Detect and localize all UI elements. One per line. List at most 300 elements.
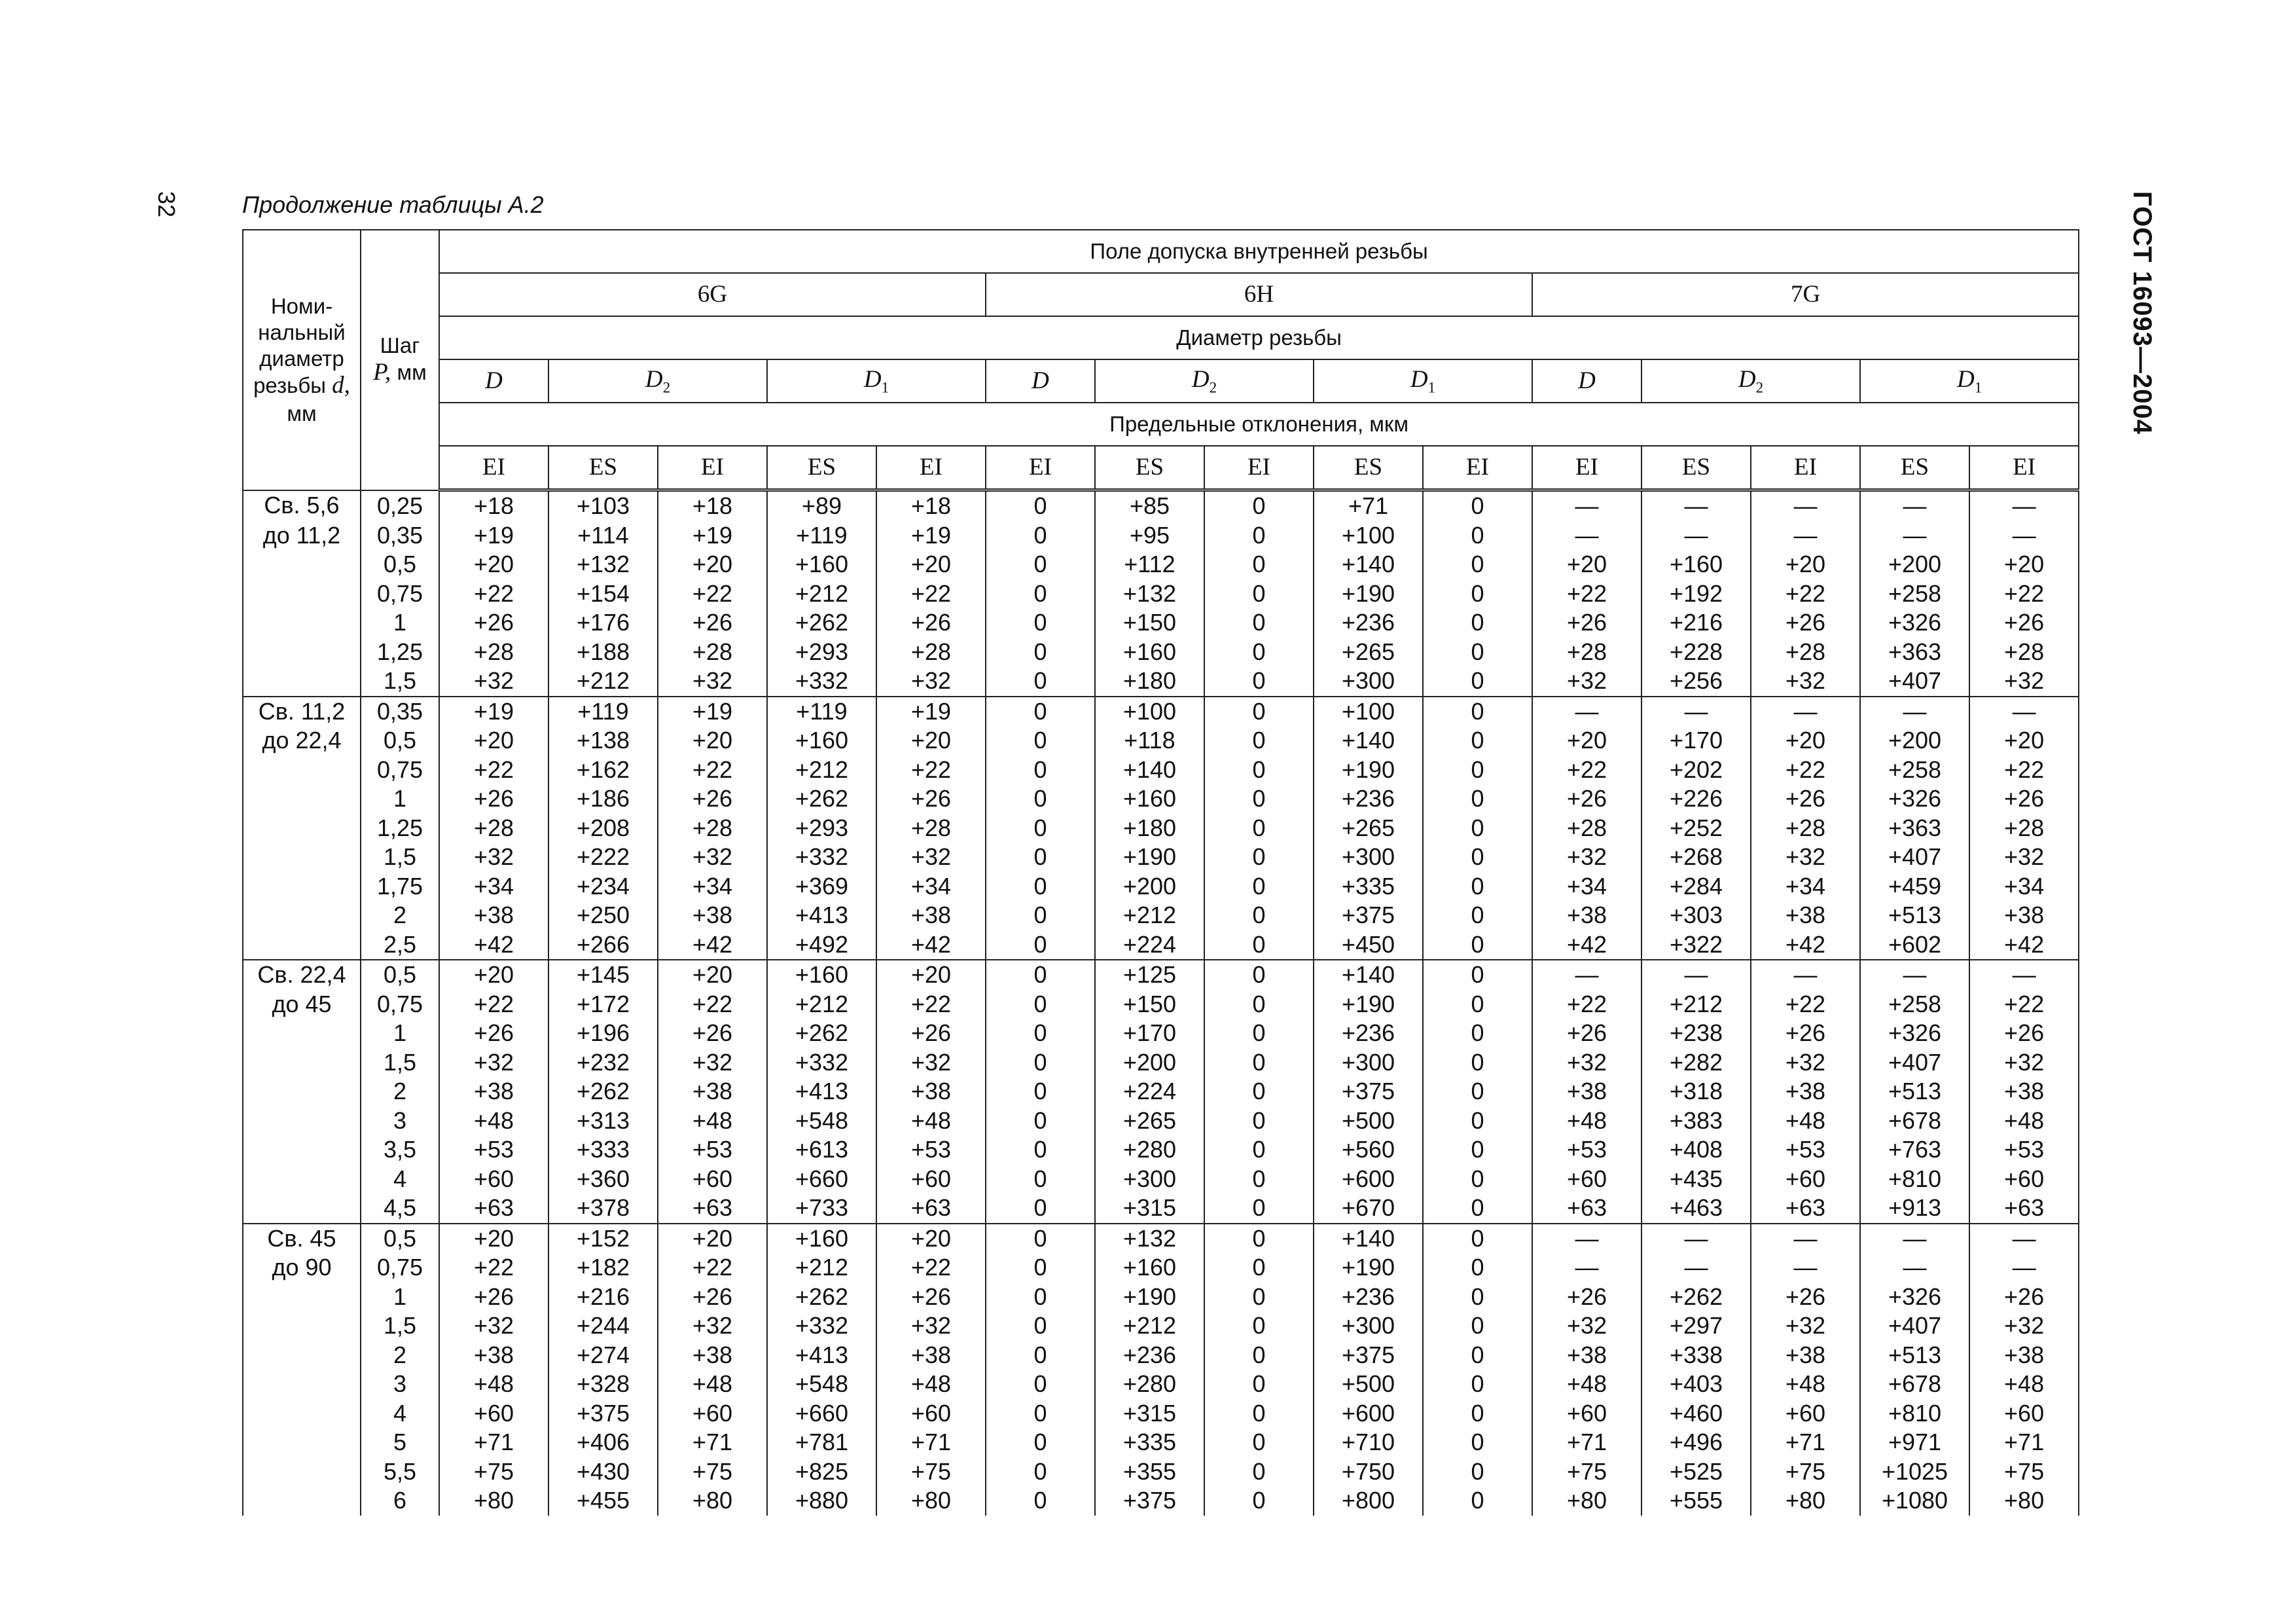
deviation-value-cell: +138	[548, 726, 658, 756]
deviation-value-cell: +363	[1860, 814, 1969, 843]
deviation-value-cell: +378	[548, 1194, 658, 1224]
deviation-value-cell: +32	[1969, 666, 2079, 697]
deviation-value-cell: 0	[986, 638, 1095, 667]
deviation-value-cell: +190	[1095, 843, 1204, 872]
deviation-value-cell: +160	[767, 550, 876, 579]
nominal-diameter-cell	[243, 1077, 361, 1106]
deviation-value-cell: +548	[767, 1106, 876, 1136]
deviation-value-cell: +60	[658, 1399, 767, 1429]
deviation-value-cell: +355	[1095, 1457, 1204, 1487]
deviation-value-cell: +293	[767, 814, 876, 843]
deviation-value-cell: 0	[1204, 666, 1314, 697]
deviation-value-cell: +236	[1314, 1283, 1423, 1312]
deviation-value-cell: +256	[1641, 666, 1751, 697]
pitch-cell: 0,75	[361, 579, 439, 609]
deviation-value-cell: +513	[1860, 1077, 1969, 1106]
pitch-cell: 0,5	[361, 960, 439, 990]
pitch-cell: 0,35	[361, 697, 439, 727]
table-row	[243, 814, 2079, 843]
deviation-value-cell: 0	[1204, 843, 1314, 872]
nominal-diameter-cell: до 90	[243, 1253, 361, 1283]
table-row	[243, 1283, 2079, 1312]
pitch-cell: 6	[361, 1486, 439, 1516]
table-row	[243, 726, 2079, 756]
deviation-value-cell: +20	[658, 726, 767, 756]
pitch-cell: 2	[361, 1077, 439, 1106]
deviation-value-cell: +48	[439, 1106, 548, 1136]
deviation-value-cell: +63	[658, 1194, 767, 1224]
deviation-value-cell: +226	[1641, 784, 1751, 814]
deviation-value-cell: +463	[1641, 1194, 1751, 1224]
deviation-value-cell: +26	[1751, 1283, 1860, 1312]
deviation-value-cell: 0	[1423, 872, 1532, 902]
deviation-value-cell: 0	[986, 1486, 1095, 1516]
deviation-value-cell: 0	[1423, 1106, 1532, 1136]
header-deviation-label: EI	[658, 446, 767, 490]
deviation-value-cell: +60	[1751, 1165, 1860, 1194]
deviation-value-cell: 0	[986, 1457, 1095, 1487]
deviation-value-cell: +180	[1095, 666, 1204, 697]
deviation-value-cell: +26	[439, 1283, 548, 1312]
deviation-value-cell: +216	[548, 1283, 658, 1312]
deviation-value-cell: +430	[548, 1457, 658, 1487]
deviation-value-cell: +300	[1314, 1311, 1423, 1341]
deviation-value-cell: +103	[548, 490, 658, 521]
deviation-value-cell: +28	[439, 638, 548, 667]
deviation-value-cell: +114	[548, 521, 658, 551]
deviation-value-cell: +71	[1751, 1428, 1860, 1457]
deviation-value-cell: +332	[767, 666, 876, 697]
deviation-value-cell: 0	[1423, 1283, 1532, 1312]
deviation-value-cell: +560	[1314, 1135, 1423, 1165]
deviation-value-cell: +19	[658, 697, 767, 727]
deviation-value-cell: +20	[439, 550, 548, 579]
deviation-value-cell: —	[1532, 960, 1641, 990]
deviation-value-cell: 0	[1423, 784, 1532, 814]
deviation-value-cell: —	[1532, 521, 1641, 551]
deviation-value-cell: +60	[1532, 1399, 1641, 1429]
pitch-cell: 1,25	[361, 814, 439, 843]
deviation-value-cell: 0	[1423, 1253, 1532, 1283]
deviation-value-cell: +403	[1641, 1370, 1751, 1399]
deviation-value-cell: +282	[1641, 1048, 1751, 1078]
header-deviation-label: ES	[1095, 446, 1204, 490]
nominal-diameter-cell	[243, 550, 361, 579]
deviation-value-cell: +32	[439, 1311, 548, 1341]
deviation-value-cell: +450	[1314, 930, 1423, 960]
pitch-cell: 0,5	[361, 1224, 439, 1254]
deviation-value-cell: +20	[658, 550, 767, 579]
deviation-value-cell: +212	[1095, 1311, 1204, 1341]
deviation-value-cell: +32	[439, 666, 548, 697]
deviation-value-cell: +236	[1095, 1341, 1204, 1370]
deviation-value-cell: +407	[1860, 1311, 1969, 1341]
deviation-value-cell: 0	[1423, 521, 1532, 551]
pitch-cell: 0,75	[361, 990, 439, 1019]
deviation-value-cell: —	[1860, 697, 1969, 727]
deviation-value-cell: +265	[1314, 638, 1423, 667]
deviation-value-cell: +63	[1969, 1194, 2079, 1224]
deviation-value-cell: +335	[1095, 1428, 1204, 1457]
deviation-value-cell: +80	[1969, 1486, 2079, 1516]
deviation-value-cell: +375	[1095, 1486, 1204, 1516]
deviation-value-cell: 0	[1204, 1077, 1314, 1106]
deviation-value-cell: +22	[876, 579, 986, 609]
deviation-value-cell: +34	[876, 872, 986, 902]
deviation-value-cell: +212	[548, 666, 658, 697]
deviation-value-cell: 0	[1204, 1224, 1314, 1254]
deviation-value-cell: +20	[658, 960, 767, 990]
deviation-value-cell: +38	[876, 1077, 986, 1106]
deviation-value-cell: +212	[767, 1253, 876, 1283]
deviation-value-cell: +297	[1641, 1311, 1751, 1341]
pitch-cell: 2	[361, 1341, 439, 1370]
deviation-value-cell: +20	[1532, 726, 1641, 756]
deviation-value-cell: +26	[1532, 784, 1641, 814]
deviation-value-cell: +132	[1095, 1224, 1204, 1254]
deviation-value-cell: —	[1641, 490, 1751, 521]
pitch-cell: 0,75	[361, 756, 439, 785]
table-row	[243, 579, 2079, 609]
deviation-value-cell: +32	[1532, 1311, 1641, 1341]
deviation-value-cell: 0	[1204, 1370, 1314, 1399]
deviation-value-cell: +42	[876, 930, 986, 960]
deviation-value-cell: +160	[1095, 1253, 1204, 1283]
deviation-value-cell: +26	[1969, 784, 2079, 814]
pitch-cell: 0,25	[361, 490, 439, 521]
deviation-value-cell: +26	[876, 1283, 986, 1312]
nominal-diameter-cell	[243, 608, 361, 638]
deviation-value-cell: +48	[876, 1370, 986, 1399]
deviation-value-cell: +407	[1860, 1048, 1969, 1078]
deviation-value-cell: +34	[439, 872, 548, 902]
deviation-value-cell: +212	[767, 579, 876, 609]
deviation-value-cell: +678	[1860, 1106, 1969, 1136]
deviation-value-cell: +20	[439, 726, 548, 756]
deviation-value-cell: +100	[1314, 697, 1423, 727]
deviation-value-cell: —	[1532, 1224, 1641, 1254]
deviation-value-cell: +28	[1751, 638, 1860, 667]
deviation-value-cell: +300	[1314, 843, 1423, 872]
nominal-diameter-cell	[243, 814, 361, 843]
deviation-value-cell: 0	[1204, 1135, 1314, 1165]
deviation-value-cell: +202	[1641, 756, 1751, 785]
deviation-value-cell: +190	[1314, 990, 1423, 1019]
header-pitch: Шаг P, мм	[361, 230, 439, 490]
deviation-value-cell: +119	[767, 521, 876, 551]
deviation-value-cell: +20	[876, 960, 986, 990]
deviation-value-cell: 0	[1204, 638, 1314, 667]
deviation-value-cell: +326	[1860, 608, 1969, 638]
pitch-cell: 5,5	[361, 1457, 439, 1487]
deviation-value-cell: +42	[1969, 930, 2079, 960]
deviation-value-cell: +28	[1532, 814, 1641, 843]
deviation-value-cell: +71	[658, 1428, 767, 1457]
deviation-value-cell: +262	[548, 1077, 658, 1106]
deviation-value-cell: +216	[1641, 608, 1751, 638]
deviation-value-cell: 0	[1423, 1311, 1532, 1341]
deviation-value-cell: +22	[658, 1253, 767, 1283]
header-class-6h: 6H	[986, 273, 1532, 316]
deviation-value-cell: +268	[1641, 843, 1751, 872]
deviation-value-cell: +89	[767, 490, 876, 521]
deviation-value-cell: 0	[1423, 1194, 1532, 1224]
deviation-value-cell: +228	[1641, 638, 1751, 667]
header-deviation-label: ES	[548, 446, 658, 490]
deviation-value-cell: +326	[1860, 1019, 1969, 1048]
deviation-value-cell: +26	[876, 784, 986, 814]
deviation-value-cell: +19	[439, 697, 548, 727]
deviation-value-cell: +413	[767, 901, 876, 930]
deviation-value-cell: +71	[1969, 1428, 2079, 1457]
deviation-value-cell: +262	[1641, 1283, 1751, 1312]
deviation-value-cell: +38	[439, 1341, 548, 1370]
deviation-value-cell: —	[1969, 490, 2079, 521]
deviation-value-cell: +20	[1969, 726, 2079, 756]
header-limits-title: Предельные отклонения, мкм	[439, 403, 2079, 446]
table-row	[243, 1486, 2079, 1516]
deviation-value-cell: +280	[1095, 1135, 1204, 1165]
deviation-value-cell: +407	[1860, 666, 1969, 697]
deviation-value-cell: 0	[1204, 872, 1314, 902]
pitch-cell: 1	[361, 1019, 439, 1048]
deviation-value-cell: +19	[876, 697, 986, 727]
deviation-value-cell: +234	[548, 872, 658, 902]
deviation-value-cell: —	[1969, 521, 2079, 551]
deviation-value-cell: —	[1860, 1224, 1969, 1254]
deviation-value-cell: 0	[1423, 1019, 1532, 1048]
deviation-value-cell: +222	[548, 843, 658, 872]
deviation-value-cell: +60	[1751, 1399, 1860, 1429]
deviation-value-cell: 0	[1423, 697, 1532, 727]
deviation-value-cell: +26	[1751, 1019, 1860, 1048]
deviation-value-cell: +53	[1532, 1135, 1641, 1165]
deviation-value-cell: +28	[876, 814, 986, 843]
table-row	[243, 1194, 2079, 1224]
deviation-value-cell: +154	[548, 579, 658, 609]
header-deviation-label: ES	[767, 446, 876, 490]
table-row	[243, 608, 2079, 638]
deviation-value-cell: 0	[1423, 608, 1532, 638]
table-row	[243, 756, 2079, 785]
deviation-value-cell: +71	[876, 1428, 986, 1457]
deviation-value-cell: +38	[876, 1341, 986, 1370]
deviation-value-cell: +825	[767, 1457, 876, 1487]
deviation-value-cell: +22	[876, 990, 986, 1019]
table-row	[243, 960, 2079, 990]
deviation-value-cell: 0	[1204, 1428, 1314, 1457]
nominal-diameter-cell	[243, 756, 361, 785]
deviation-value-cell: 0	[986, 1283, 1095, 1312]
deviation-value-cell: +455	[548, 1486, 658, 1516]
deviation-value-cell: 0	[1204, 784, 1314, 814]
deviation-value-cell: 0	[1423, 1165, 1532, 1194]
deviation-value-cell: +500	[1314, 1106, 1423, 1136]
deviation-value-cell: +42	[1532, 930, 1641, 960]
deviation-value-cell: +53	[1751, 1135, 1860, 1165]
deviation-value-cell: +18	[876, 490, 986, 521]
deviation-value-cell: +34	[1532, 872, 1641, 902]
deviation-value-cell: +100	[1314, 521, 1423, 551]
nominal-diameter-cell	[243, 1165, 361, 1194]
nominal-diameter-cell	[243, 1370, 361, 1399]
deviation-value-cell: +28	[1751, 814, 1860, 843]
header-deviation-label: EI	[1969, 446, 2079, 490]
deviation-value-cell: +413	[767, 1077, 876, 1106]
pitch-cell: 1,5	[361, 1048, 439, 1078]
deviation-value-cell: +32	[876, 1048, 986, 1078]
deviation-value-cell: +38	[1751, 1077, 1860, 1106]
deviation-value-cell: +20	[1751, 726, 1860, 756]
deviation-value-cell: 0	[1423, 930, 1532, 960]
deviation-value-cell: +280	[1095, 1370, 1204, 1399]
nominal-diameter-cell	[243, 1428, 361, 1457]
deviation-value-cell: +160	[1095, 638, 1204, 667]
deviation-value-cell: 0	[986, 784, 1095, 814]
deviation-value-cell: +38	[658, 1077, 767, 1106]
deviation-value-cell: 0	[1204, 814, 1314, 843]
deviation-value-cell: 0	[986, 872, 1095, 902]
header-class-7g: 7G	[1532, 273, 2079, 316]
deviation-value-cell: +265	[1095, 1106, 1204, 1136]
deviation-value-cell: +80	[658, 1486, 767, 1516]
deviation-value-cell: —	[1641, 1253, 1751, 1283]
deviation-value-cell: +42	[658, 930, 767, 960]
deviation-value-cell: 0	[1204, 990, 1314, 1019]
nominal-diameter-cell	[243, 1399, 361, 1429]
table-row	[243, 1399, 2079, 1429]
deviation-value-cell: +38	[1532, 1077, 1641, 1106]
deviation-value-cell: +48	[1969, 1106, 2079, 1136]
deviation-value-cell: +555	[1641, 1486, 1751, 1516]
nominal-diameter-cell: до 22,4	[243, 726, 361, 756]
deviation-value-cell: +162	[548, 756, 658, 785]
deviation-value-cell: +160	[1641, 550, 1751, 579]
deviation-value-cell: +913	[1860, 1194, 1969, 1224]
deviation-value-cell: +95	[1095, 521, 1204, 551]
deviation-value-cell: +132	[548, 550, 658, 579]
deviation-value-cell: +26	[439, 608, 548, 638]
deviation-value-cell: —	[1641, 960, 1751, 990]
deviation-value-cell: —	[1641, 697, 1751, 727]
deviation-value-cell: +22	[439, 579, 548, 609]
nominal-diameter-cell: Св. 5,6	[243, 490, 361, 521]
header-deviation-label: ES	[1641, 446, 1751, 490]
deviation-value-cell: 0	[986, 579, 1095, 609]
deviation-value-cell: 0	[1204, 1253, 1314, 1283]
deviation-value-cell: 0	[1423, 666, 1532, 697]
standard-code: ГОСТ 16093—2004	[2128, 191, 2157, 435]
deviation-value-cell: +188	[548, 638, 658, 667]
deviation-value-cell: +750	[1314, 1457, 1423, 1487]
header-deviation-label: EI	[1532, 446, 1641, 490]
deviation-value-cell: +118	[1095, 726, 1204, 756]
deviation-value-cell: +678	[1860, 1370, 1969, 1399]
deviation-value-cell: +238	[1641, 1019, 1751, 1048]
deviation-value-cell: +335	[1314, 872, 1423, 902]
deviation-value-cell: +38	[1751, 901, 1860, 930]
header-diam-d: D	[1532, 359, 1641, 403]
header-diam-d2: $D_2$	[1095, 359, 1314, 403]
deviation-value-cell: +338	[1641, 1341, 1751, 1370]
deviation-value-cell: +660	[767, 1165, 876, 1194]
deviation-value-cell: +85	[1095, 490, 1204, 521]
pitch-cell: 1,5	[361, 666, 439, 697]
deviation-value-cell: +32	[1969, 843, 2079, 872]
deviation-value-cell: +200	[1860, 726, 1969, 756]
deviation-value-cell: +182	[548, 1253, 658, 1283]
deviation-value-cell: +26	[658, 608, 767, 638]
deviation-value-cell: +60	[1969, 1399, 2079, 1429]
deviation-value-cell: 0	[986, 990, 1095, 1019]
deviation-value-cell: +160	[767, 960, 876, 990]
deviation-value-cell: +32	[439, 843, 548, 872]
nominal-diameter-cell	[243, 638, 361, 667]
deviation-value-cell: —	[1532, 490, 1641, 521]
deviation-value-cell: +781	[767, 1428, 876, 1457]
deviation-value-cell: 0	[986, 1106, 1095, 1136]
deviation-value-cell: +212	[1095, 901, 1204, 930]
header-diam-d1: $D_1$	[1314, 359, 1532, 403]
pitch-cell: 1,75	[361, 872, 439, 902]
header-nominal-diameter: Номи- нальный диаметр резьбы d, мм	[243, 230, 361, 490]
deviation-value-cell: +53	[876, 1135, 986, 1165]
deviation-value-cell: +75	[876, 1457, 986, 1487]
page-number: 32	[153, 191, 180, 218]
deviation-value-cell: +22	[658, 756, 767, 785]
deviation-value-cell: +28	[876, 638, 986, 667]
deviation-value-cell: +212	[767, 756, 876, 785]
deviation-value-cell: +300	[1314, 666, 1423, 697]
deviation-value-cell: 0	[1423, 726, 1532, 756]
table-row	[243, 1370, 2079, 1399]
deviation-value-cell: +140	[1314, 1224, 1423, 1254]
deviation-value-cell: 0	[986, 1370, 1095, 1399]
deviation-value-cell: +172	[548, 990, 658, 1019]
pitch-cell: 2	[361, 901, 439, 930]
deviation-value-cell: +1080	[1860, 1486, 1969, 1516]
deviation-value-cell: 0	[1204, 1194, 1314, 1224]
deviation-value-cell: +408	[1641, 1135, 1751, 1165]
deviation-value-cell: +152	[548, 1224, 658, 1254]
deviation-value-cell: +413	[767, 1341, 876, 1370]
deviation-value-cell: 0	[986, 814, 1095, 843]
nominal-diameter-cell	[243, 1106, 361, 1136]
header-diam-d2: $D_2$	[1641, 359, 1860, 403]
deviation-value-cell: 0	[1423, 1077, 1532, 1106]
deviation-value-cell: +258	[1860, 579, 1969, 609]
deviation-value-cell: +48	[876, 1106, 986, 1136]
pitch-cell: 3,5	[361, 1135, 439, 1165]
deviation-value-cell: +26	[439, 784, 548, 814]
deviation-value-cell: +38	[439, 1077, 548, 1106]
deviation-value-cell: 0	[986, 726, 1095, 756]
deviation-value-cell: +190	[1314, 1253, 1423, 1283]
deviation-value-cell: —	[1532, 697, 1641, 727]
deviation-value-cell: 0	[1204, 1311, 1314, 1341]
deviation-value-cell: +244	[548, 1311, 658, 1341]
deviation-value-cell: —	[1751, 697, 1860, 727]
deviation-value-cell: +192	[1641, 579, 1751, 609]
deviation-value-cell: +20	[439, 1224, 548, 1254]
deviation-value-cell: 0	[1204, 1106, 1314, 1136]
deviation-value-cell: +22	[1751, 756, 1860, 785]
deviation-value-cell: —	[1969, 1224, 2079, 1254]
deviation-value-cell: +170	[1641, 726, 1751, 756]
deviation-value-cell: +22	[1751, 579, 1860, 609]
deviation-value-cell: 0	[1204, 550, 1314, 579]
header-deviation-label: EI	[876, 446, 986, 490]
